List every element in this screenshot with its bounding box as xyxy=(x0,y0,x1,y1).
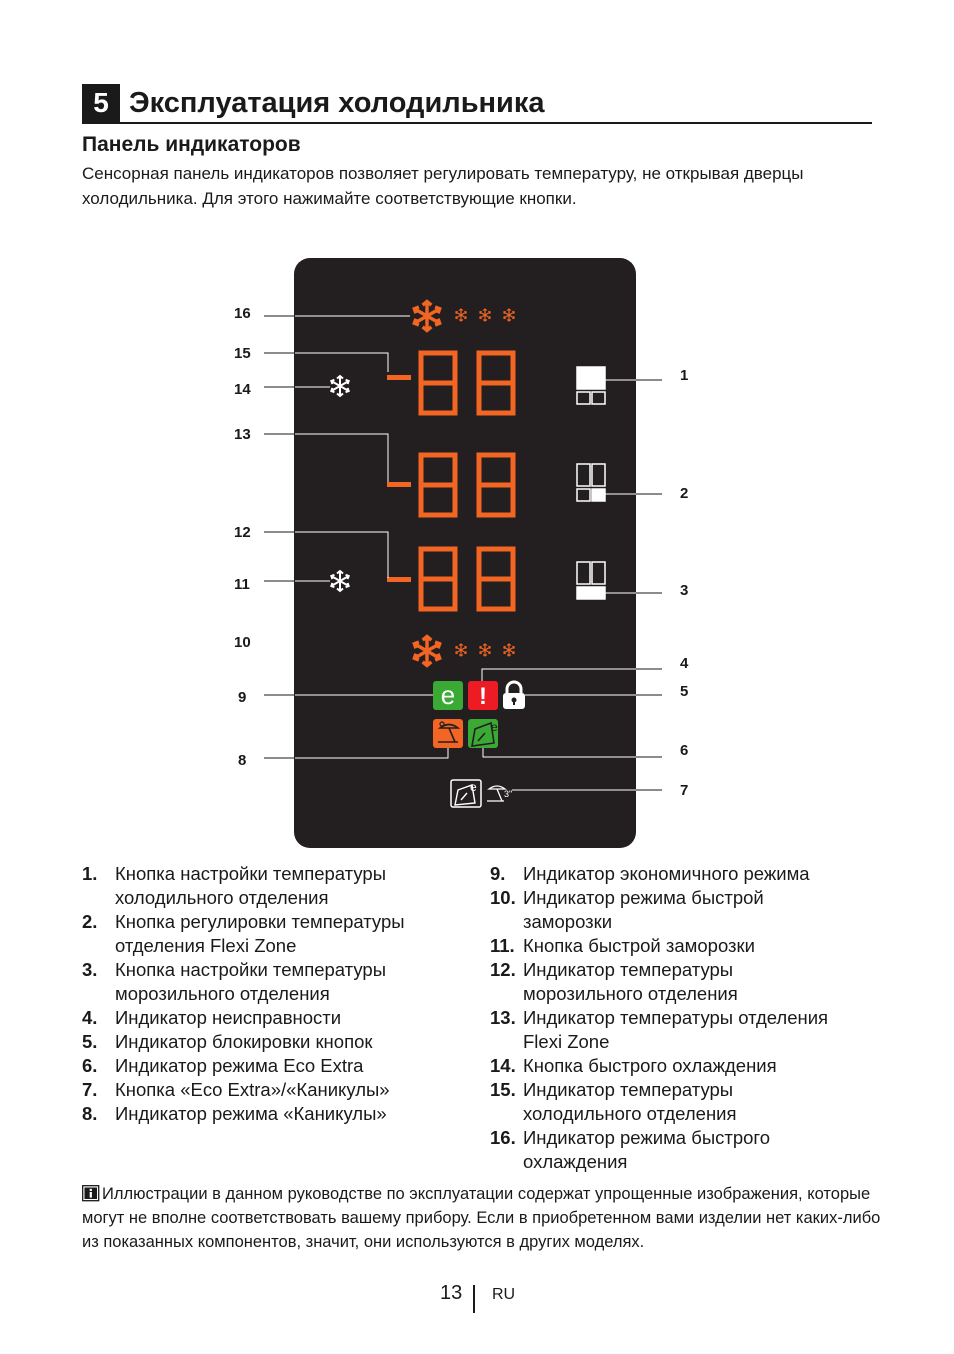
flexi-zone-temp-button[interactable] xyxy=(577,464,605,501)
page-number: 13 xyxy=(440,1282,463,1304)
callout-10: 10 xyxy=(234,634,251,651)
fridge-temp-button[interactable] xyxy=(577,367,605,404)
callout-2: 2 xyxy=(680,485,689,502)
eco-label: e xyxy=(440,680,456,710)
alarm-label: ! xyxy=(479,683,487,710)
callout-9: 9 xyxy=(238,689,247,706)
callout-14: 14 xyxy=(234,381,251,398)
callout-15: 15 xyxy=(234,345,251,362)
holiday-3s-label: 3" xyxy=(504,789,513,799)
flexi-zone-temp-display xyxy=(387,455,513,515)
section-title: Эксплуатация холодильника xyxy=(129,87,545,119)
svg-text:e: e xyxy=(470,780,477,794)
eco-mode-indicator xyxy=(433,680,463,710)
holiday-mode-indicator xyxy=(433,719,463,748)
super-freeze-level-icons xyxy=(456,644,514,656)
super-freeze-indicator xyxy=(414,637,439,666)
legend-left: 1. Кнопка настройки температуры холодильного отделения 2. Кнопка регулировки температуры отделения Flexi Zone 3. Кнопка настройки температуры морозильного отделения 4. Индикатор неисправности 5. Индикатор блокировки кнопок 6. Индикатор режима Eco Extra 7. Кнопка «Eco Extra»/«Каникулы» 8. Индикатор режима «Каникулы» xyxy=(82,863,405,1124)
subsection-title: Панель индикаторов xyxy=(82,133,301,156)
freezer-temp-display xyxy=(387,549,513,609)
callout-4: 4 xyxy=(680,655,689,672)
svg-text:e: e xyxy=(491,720,498,734)
footer-language: RU xyxy=(492,1286,516,1303)
alarm-indicator xyxy=(468,681,498,710)
intro-paragraph: Сенсорная панель индикаторов позволяет регулировать температуру, не открывая дверцы холодильника. Для этого нажимайте соответствующие кнопки. xyxy=(82,164,804,208)
eco-extra-holiday-button[interactable] xyxy=(451,780,512,807)
callout-3: 3 xyxy=(680,582,689,599)
callout-6: 6 xyxy=(680,742,689,759)
footer-divider xyxy=(473,1285,475,1313)
callout-13: 13 xyxy=(234,426,251,443)
callout-1: 1 xyxy=(680,367,689,384)
fridge-temp-display xyxy=(387,353,513,413)
eco-extra-indicator xyxy=(468,719,498,748)
callout-12: 12 xyxy=(234,524,251,541)
section-number: 5 xyxy=(82,84,120,122)
note-block xyxy=(82,1182,882,1254)
super-cool-indicator xyxy=(414,302,439,331)
legend-right: 9. Индикатор экономичного режима 10. Индикатор режима быстрой заморозки 11. Кнопка быстрой заморозки 12. Индикатор температуры морозильного отделения 13. Индикатор температуры отделения Flexi Zone 14. Кнопка быстрого охлаждения 15. Индикатор температуры холодильного отделения 16. Индикатор режима быстрого охлаждения xyxy=(490,863,829,1172)
callout-8: 8 xyxy=(238,752,247,769)
quick-freeze-button-icon[interactable] xyxy=(331,571,348,591)
lock-icon xyxy=(503,682,525,709)
callout-7: 7 xyxy=(680,782,689,799)
freezer-temp-button[interactable] xyxy=(577,562,605,599)
super-cool-level-icons xyxy=(456,309,514,321)
callout-11: 11 xyxy=(234,576,250,593)
callout-5: 5 xyxy=(680,683,689,700)
note-text: Иллюстрации в данном руководстве по эксплуатации содержат упрощенные изображения, которые могут не вполне соответствовать вашему прибору. Если в приобретенном вами изделии нет каких-либо из показанных компонентов, значит, они используются в других моделях. xyxy=(82,1185,881,1251)
info-icon xyxy=(82,1185,100,1202)
quick-cool-button-icon[interactable] xyxy=(331,376,348,396)
callout-16: 16 xyxy=(234,305,251,322)
